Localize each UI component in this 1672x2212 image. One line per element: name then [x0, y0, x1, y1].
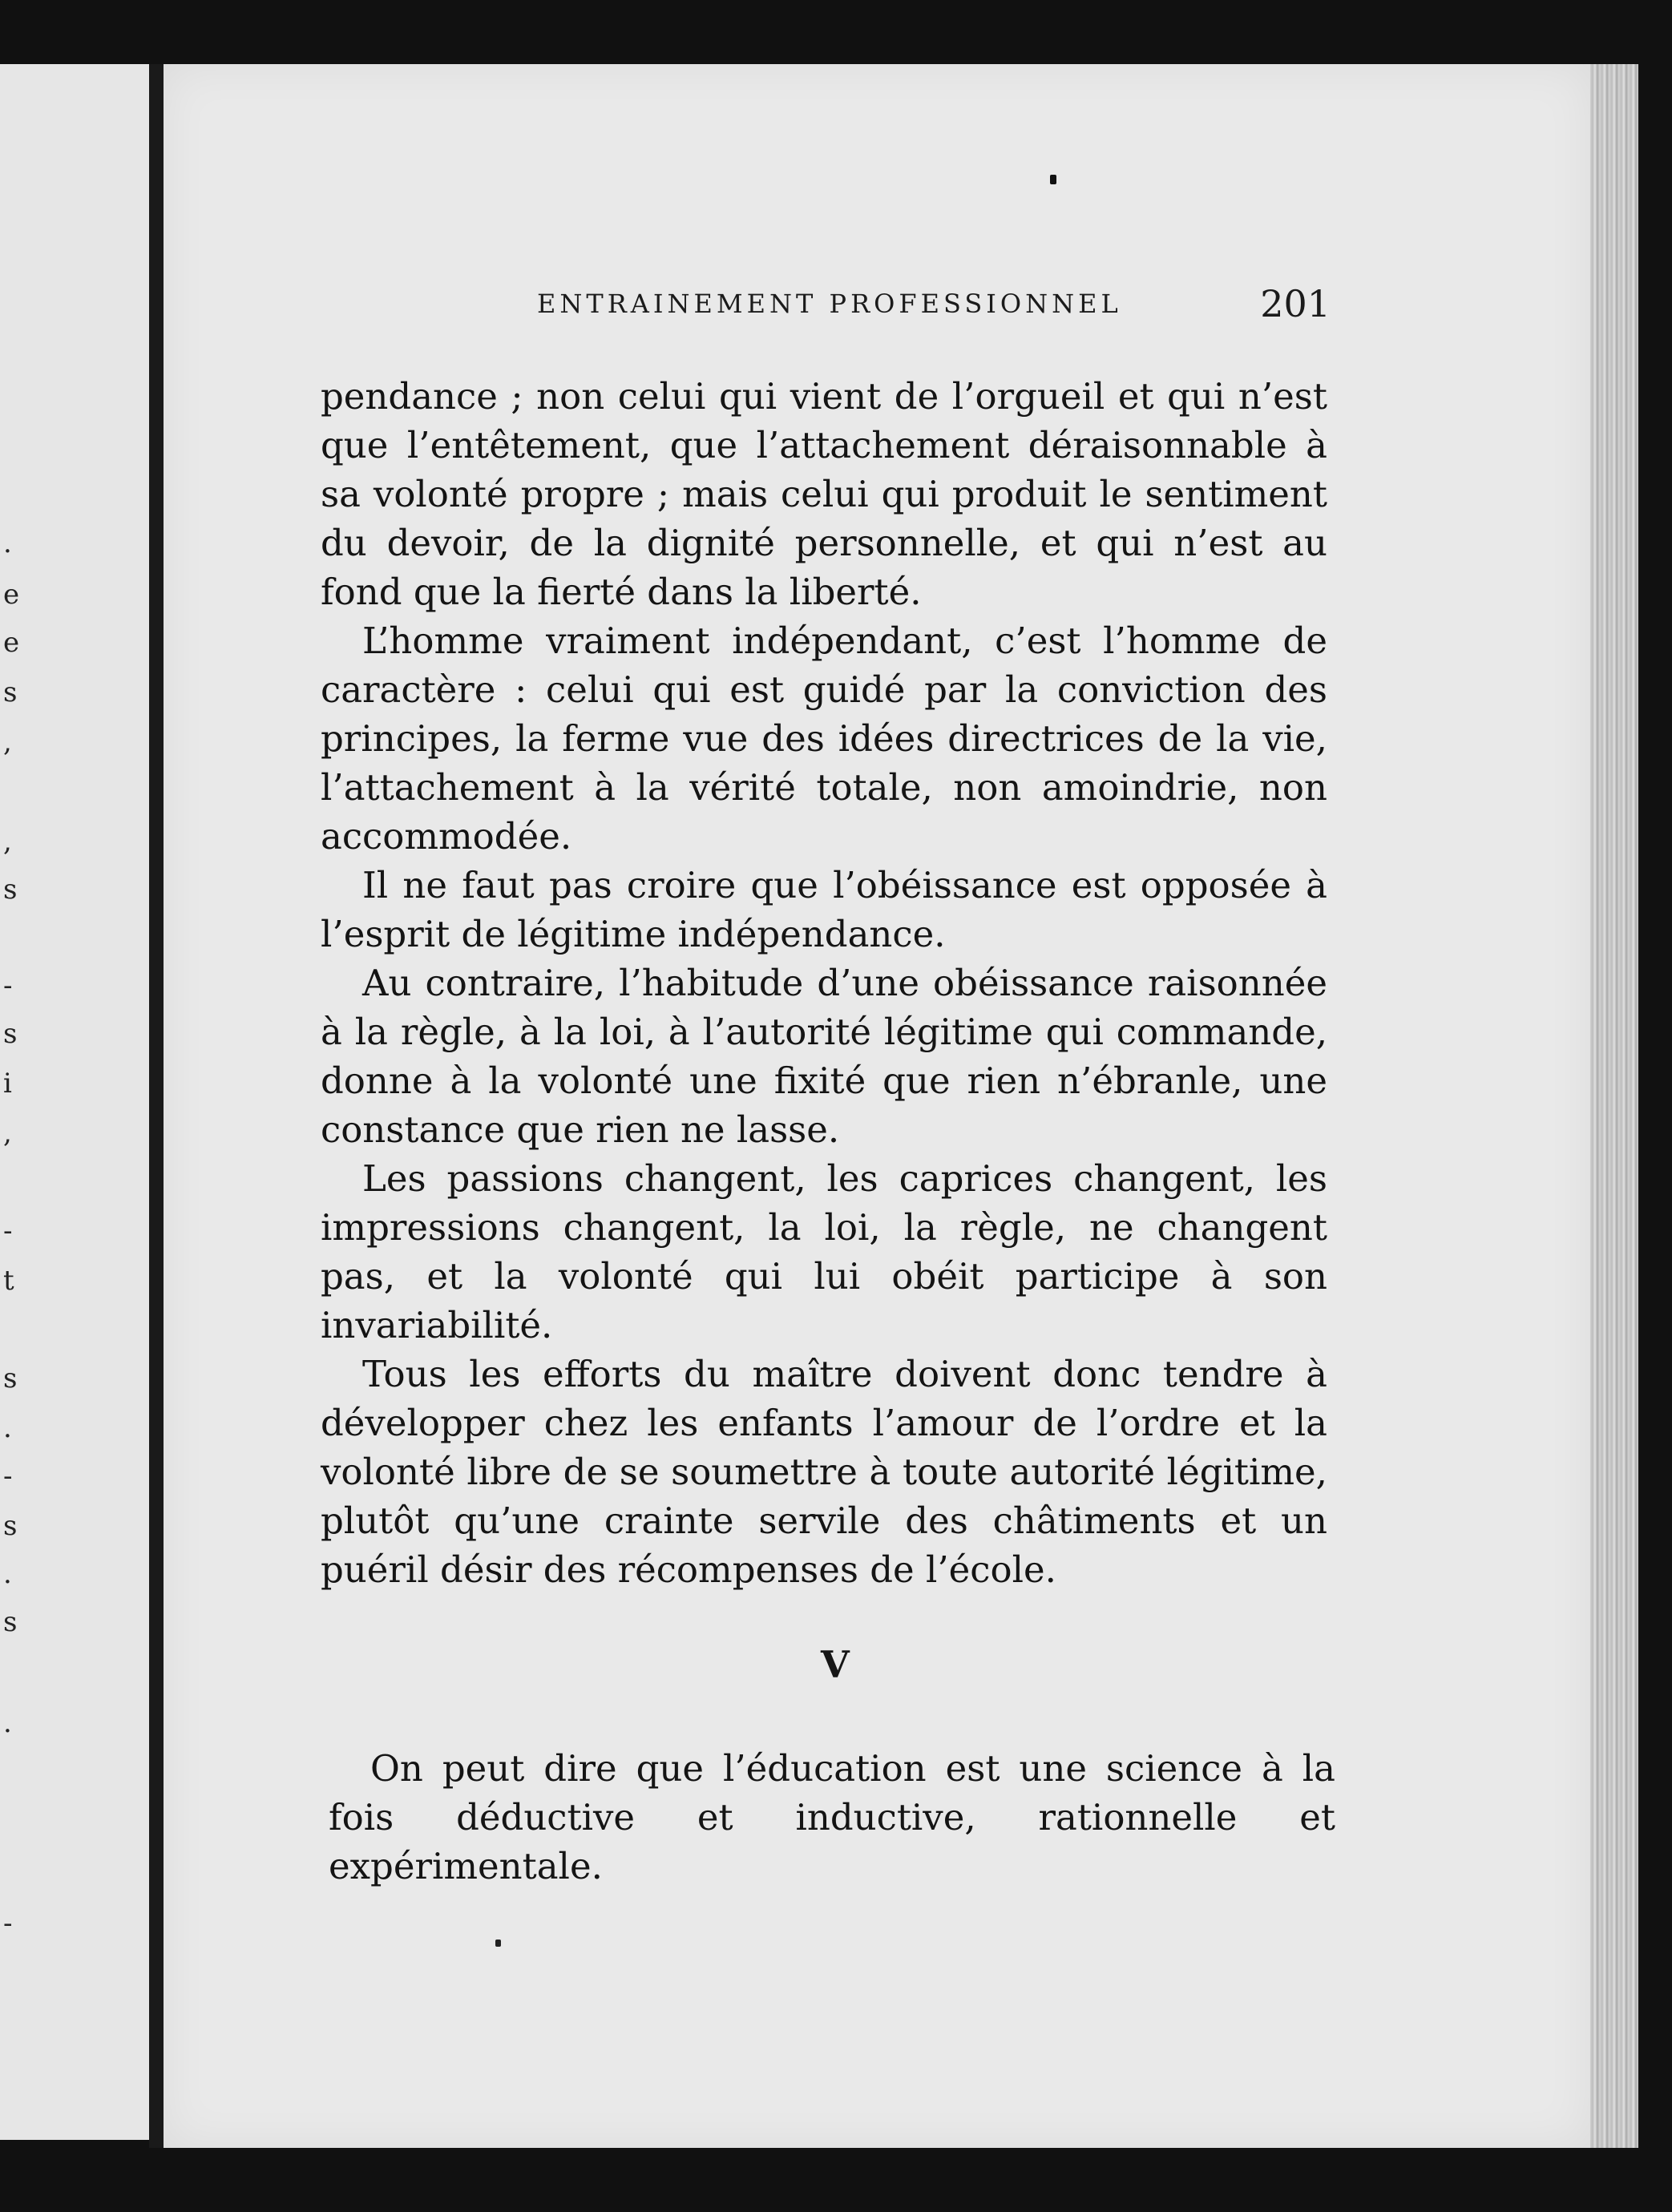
left-mark: .	[3, 527, 12, 559]
left-adjacent-page	[0, 64, 152, 2140]
left-mark: s	[3, 1362, 18, 1395]
paragraph: On peut dire que l’éducation est une science à la fois déductive et inductive, rationnelle et expérimentale.	[329, 1747, 1335, 1887]
left-page-edge-characters	[0, 64, 20, 2140]
left-mark: s	[3, 1606, 18, 1638]
left-mark: ,	[3, 1117, 12, 1149]
left-mark: .	[3, 1412, 12, 1444]
left-mark: t	[3, 1265, 14, 1297]
left-mark: s	[3, 1018, 18, 1050]
book-gutter	[149, 64, 164, 2148]
left-mark: -	[3, 1215, 13, 1247]
scan-speck	[1050, 175, 1056, 184]
page-number: 201	[1260, 282, 1331, 325]
section-heading-numeral: V	[821, 1643, 850, 1686]
paragraph: L’homme vraiment indépendant, c’est l’homme de caractère : celui qui est guidé par la conviction des principes, la ferme vue des idées directrices de la vie, l’attachement à la vérité totale, non amoindrie, non accommodée.	[321, 620, 1327, 858]
left-mark: i	[3, 1068, 12, 1100]
paragraph: Les passions changent, les caprices changent, les impressions changent, la loi, la règle, ne changent pas, et la volonté qui lui obéit participe à son invariabilité.	[321, 1157, 1327, 1346]
left-mark: ,	[3, 726, 12, 758]
paragraph: pendance ; non celui qui vient de l’orgueil et qui n’est que l’entêtement, que l’attachement déraisonnable à sa volonté propre ; mais celui qui produit le sentiment du devoir, de la dignité personnelle, et qui n’est au fond que la fierté dans la liberté.	[321, 375, 1327, 613]
left-mark: s	[3, 676, 18, 708]
left-mark: .	[3, 1558, 12, 1590]
paragraph: Tous les efforts du maître doivent donc tendre à développer chez les enfants l’amour de l’ordre et la volonté libre de se soumettre à toute autorité légitime, plutôt qu’une crainte servile des châtiments et un puéril désir des récompenses de l’école.	[321, 1353, 1327, 1591]
left-mark: e	[3, 579, 20, 611]
section-text	[329, 1744, 1335, 1891]
left-mark: ,	[3, 825, 12, 858]
paragraph: Il ne faut pas croire que l’obéissance est opposée à l’esprit de légitime indépendance.	[321, 864, 1327, 955]
scan-speck	[495, 1940, 501, 1947]
left-mark: -	[3, 970, 13, 1002]
page-edge-stack	[1590, 64, 1638, 2148]
left-mark: s	[3, 874, 18, 906]
left-mark: e	[3, 627, 20, 659]
paragraph: Au contraire, l’habitude d’une obéissance raisonnée à la règle, à la loi, à l’autorité légitime qui commande, donne à la volonté une fixité que rien n’ébranle, une constance que rien ne lasse.	[321, 962, 1327, 1151]
left-mark: -	[3, 1907, 13, 1940]
running-title: ENTRAINEMENT PROFESSIONNEL	[537, 289, 1122, 319]
left-mark: s	[3, 1510, 18, 1542]
main-text	[321, 372, 1327, 1594]
left-mark: .	[3, 1707, 12, 1739]
left-mark: -	[3, 1460, 13, 1492]
running-head	[537, 282, 1331, 325]
